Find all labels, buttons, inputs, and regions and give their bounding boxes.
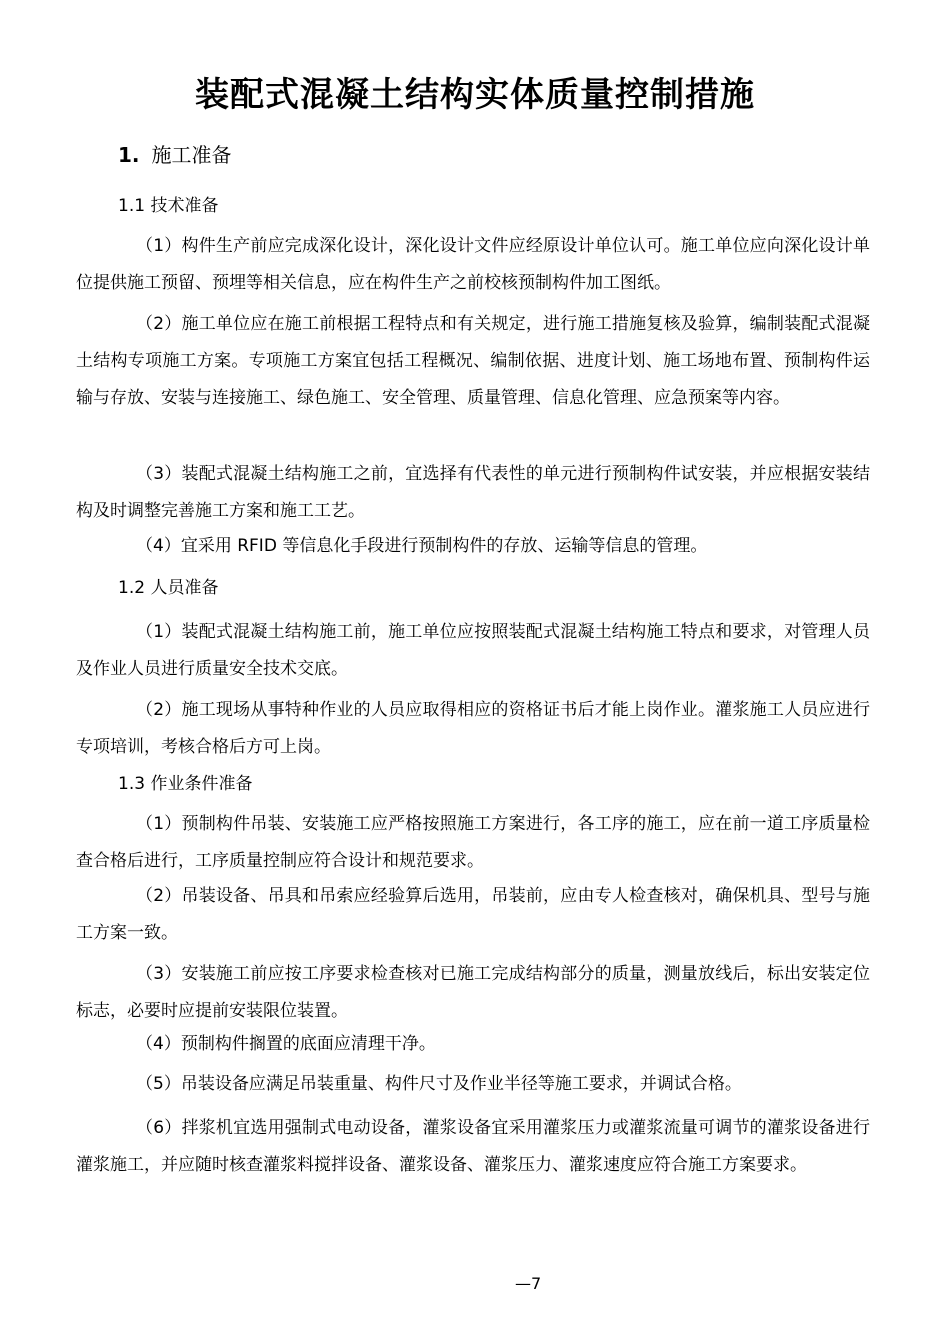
section-heading xyxy=(118,140,232,170)
paragraph: （2）吊装设备、吊具和吊索应经验算后选用，吊装前，应由专人检查核对，确保机具、型号与施工方案一致。 xyxy=(76,886,870,943)
subsection-heading-1-3: 1.3 作业条件准备 xyxy=(118,774,253,794)
paragraph: （6）拌浆机宜选用强制式电动设备，灌浆设备宜采用灌浆压力或灌浆流量可调节的灌浆设备进行灌浆施工，并应随时核查灌浆料搅拌设备、灌浆设备、灌浆压力、灌浆速度应符合施工方案要求。 xyxy=(76,1118,870,1175)
paragraph: （4）宜采用 RFID 等信息化手段进行预制构件的存放、运输等信息的管理。 xyxy=(136,536,708,556)
paragraph: （2）施工单位应在施工前根据工程特点和有关规定，进行施工措施复核及验算，编制装配式混凝土结构专项施工方案。专项施工方案宜包括工程概况、编制依据、进度计划、施工场地布置、预制构件运输与存放、安装与连接施工、绿色施工、安全管理、质量管理、信息化管理、应急预案等内容。 xyxy=(76,314,870,408)
paragraph: （1）预制构件吊装、安装施工应严格按照施工方案进行，各工序的施工，应在前一道工序质量检查合格后进行，工序质量控制应符合设计和规范要求。 xyxy=(76,814,870,871)
subsection-heading-1-2: 1.2 人员准备 xyxy=(118,578,219,598)
page-number: —7 xyxy=(515,1274,542,1293)
paragraph: （5）吊装设备应满足吊装重量、构件尺寸及作业半径等施工要求，并调试合格。 xyxy=(136,1074,742,1094)
paragraph: （3）装配式混凝土结构施工之前，宜选择有代表性的单元进行预制构件试安装，并应根据安装结构及时调整完善施工方案和施工工艺。 xyxy=(76,464,870,521)
subsection-heading-1-1: 1.1 技术准备 xyxy=(118,196,219,216)
section-label: 施工准备 xyxy=(151,143,232,167)
paragraph: （1）构件生产前应完成深化设计，深化设计文件应经原设计单位认可。施工单位应向深化设计单位提供施工预留、预埋等相关信息，应在构件生产之前校核预制构件加工图纸。 xyxy=(76,236,870,293)
section-number: 1. xyxy=(118,143,140,167)
paragraph: （1）装配式混凝土结构施工前，施工单位应按照装配式混凝土结构施工特点和要求，对管理人员及作业人员进行质量安全技术交底。 xyxy=(76,622,870,679)
paragraph: （2）施工现场从事特种作业的人员应取得相应的资格证书后才能上岗作业。灌浆施工人员应进行专项培训，考核合格后方可上岗。 xyxy=(76,700,870,757)
paragraph: （3）安装施工前应按工序要求检查核对已施工完成结构部分的质量，测量放线后，标出安装定位标志，必要时应提前安装限位装置。 xyxy=(76,964,870,1021)
document-title: 装配式混凝土结构实体质量控制措施 xyxy=(195,75,755,115)
paragraph: （4）预制构件搁置的底面应清理干净。 xyxy=(136,1034,436,1054)
